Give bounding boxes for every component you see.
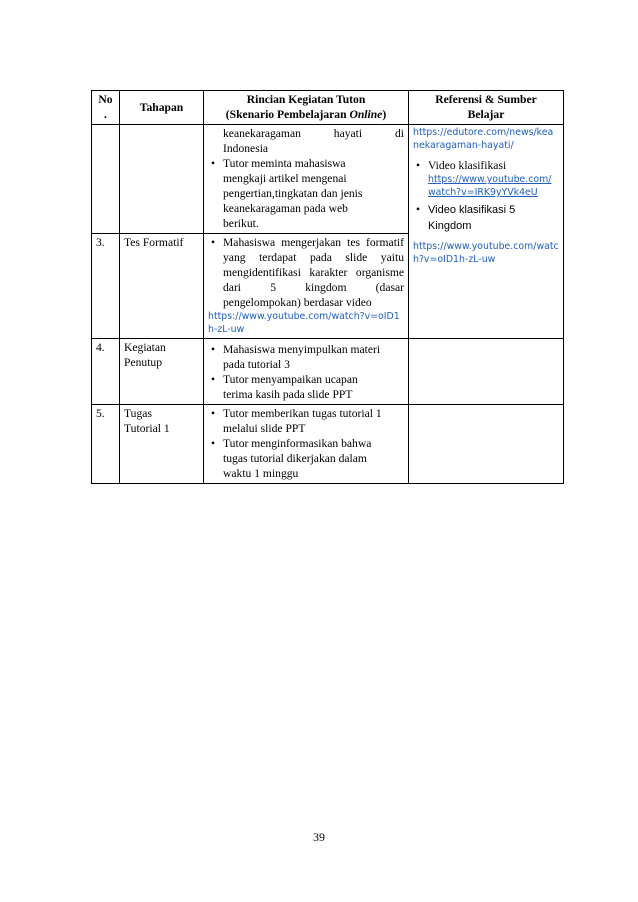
cell-tahapan-continued (120, 125, 204, 234)
list-item: • Mahasiswa menyimpulkan materi pada tutorial 3 (208, 342, 404, 372)
list-item (413, 158, 559, 199)
list-item: • Tutor memberikan tugas tutorial 1 melalui slide PPT (208, 406, 404, 436)
page-number: 39 (313, 830, 325, 844)
cell-referensi (409, 125, 564, 339)
header-referensi-line1: Referensi & Sumber (435, 93, 537, 106)
tahapan-5-line2: Tutorial 1 (124, 422, 170, 435)
cell-rincian-5 (204, 405, 409, 484)
header-rincian-pre: (Skenario Pembelajaran (225, 108, 350, 121)
cell-no-5: 5. (92, 405, 120, 484)
row3-bullets (208, 235, 404, 310)
lesson-activity-table (91, 90, 564, 484)
cell-no-3: 3. (92, 234, 120, 339)
header-rincian-line2 (208, 107, 404, 122)
cell-no-continued (92, 125, 120, 234)
header-no-line2: . (104, 108, 107, 121)
list-item (413, 202, 559, 234)
row5-bullets (208, 406, 404, 481)
header-referensi (409, 91, 564, 125)
table-row (92, 339, 564, 405)
header-rincian-post: ) (382, 108, 387, 121)
reference-video2-label: • Video klasifikasi 5 Kingdom (428, 204, 516, 232)
cell-referensi-5 (409, 405, 564, 484)
cell-referensi-4 (409, 339, 564, 405)
header-referensi-line2: Belajar (467, 108, 505, 121)
continued-line2: Indonesia (223, 142, 269, 155)
table-row (92, 125, 564, 234)
list-item: • Tutor meminta mahasiswa mengkaji artikel mengenai pengertian,tingkatan dan jenis keanekaragaman pada web berikut. (208, 156, 404, 231)
header-tahapan: Tahapan (120, 91, 204, 125)
cell-no-4: 4. (92, 339, 120, 405)
continued-bullets (208, 156, 404, 231)
cell-tahapan-3: Tes Formatif (120, 234, 204, 339)
header-rincian (204, 91, 409, 125)
continued-line1 (208, 126, 404, 141)
table-row (92, 405, 564, 484)
list-item: • Mahasiswa mengerjakan tes formatif yang terdapat pada slide yaitu mengidentifikasi karakter organisme dari 5 kingdom (dasar pengelompokan) berdasar video (208, 235, 404, 310)
cell-tahapan-5 (120, 405, 204, 484)
continued-word1: keanekaragaman (223, 127, 301, 140)
reference-link-youtube[interactable]: https://www.youtube.com/watch?v=oID1h-zL-uw (413, 241, 559, 265)
row3-video-link[interactable]: https://www.youtube.com/watch?v=oID1h-zL-uw (208, 311, 400, 335)
row4-bullets (208, 342, 404, 402)
reference-bullets (413, 158, 559, 234)
reference-link-edutore[interactable]: https://edutore.com/news/keanekaragaman-hayati/ (413, 127, 554, 151)
continued-word3: di (394, 127, 404, 140)
cell-rincian-3 (204, 234, 409, 339)
cell-rincian-4 (204, 339, 409, 405)
continued-word2: hayati (333, 127, 363, 140)
cell-tahapan-4 (120, 339, 204, 405)
header-rincian-line1: Rincian Kegiatan Tuton (246, 93, 366, 106)
list-item: • Tutor menginformasikan bahwa tugas tutorial dikerjakan dalam waktu 1 minggu (208, 436, 404, 481)
tahapan-5-line1: Tugas (124, 407, 152, 420)
header-no-line1: No (98, 93, 113, 106)
list-item: • Tutor menyampaikan ucapan terima kasih pada slide PPT (208, 372, 404, 402)
tahapan-4-line2: Penutup (124, 356, 163, 369)
reference-video1-label: • Video klasifikasi (428, 159, 507, 172)
cell-rincian-continued (204, 125, 409, 234)
reference-video1-link[interactable]: https://www.youtube.com/watch?v=IRK9yYVk4eU (428, 174, 552, 198)
header-no (92, 91, 120, 125)
table-header-row (92, 91, 564, 125)
header-rincian-italic: Online (349, 108, 383, 121)
tahapan-4-line1: Kegiatan (124, 341, 166, 354)
